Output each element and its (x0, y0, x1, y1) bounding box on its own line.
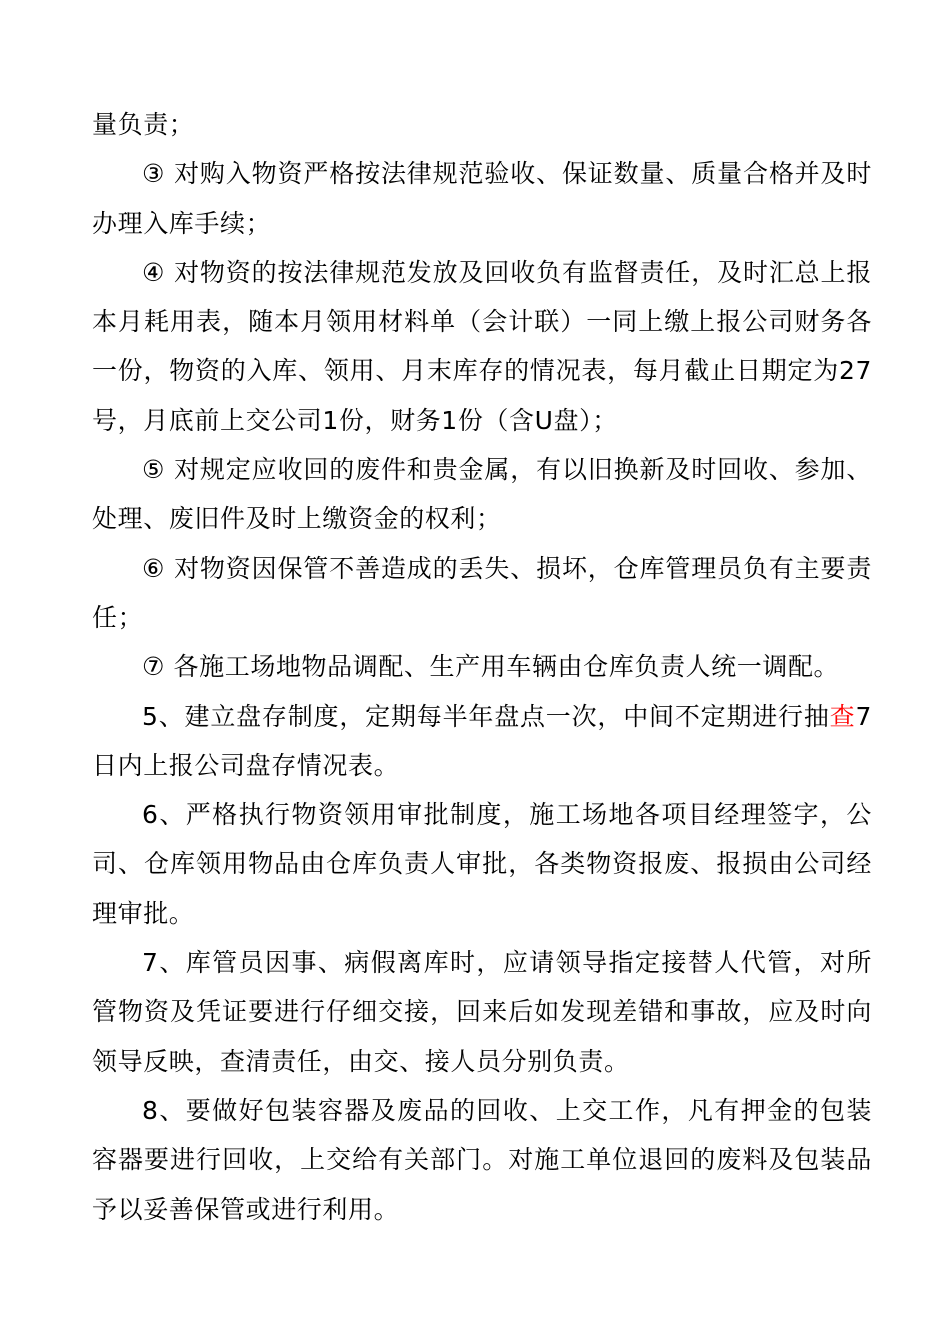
paragraph-item-4: ④ 对物资的按法律规范发放及回收负有监督责任，及时汇总上报本月耗用表，随本月领用材料单（会计联）一同上缴上报公司财务各一份，物资的入库、领用、月末库存的情况表，每月截止日期定为27号，月底前上交公司1份，财务1份（含U盘）； (92, 257, 872, 435)
paragraph-continuation: 量负责； (92, 110, 195, 139)
paragraph-section-6: 6、严格执行物资领用审批制度，施工场地各项目经理签字，公司、仓库领用物品由仓库负责人审批，各类物资报废、报损由公司经理审批。 (92, 800, 872, 928)
paragraph-item-5: ⑤ 对规定应收回的废件和贵金属，有以旧换新及时回收、参加、处理、废旧件及时上缴资金的权利； (92, 455, 872, 534)
paragraph-item-3: ③ 对购入物资严格按法律规范验收、保证数量、质量合格并及时办理入库手续； (92, 159, 872, 238)
paragraph-item-6: ⑥ 对物资因保管不善造成的丢失、损坏，仓库管理员负有主要责任； (92, 553, 872, 632)
paragraph-section-7: 7、库管员因事、病假离库时，应请领导指定接替人代管，对所管物资及凭证要进行仔细交接，回来后如发现差错和事故，应及时向领导反映，查清责任，由交、接人员分别负责。 (92, 948, 872, 1076)
highlighted-char: 查 (829, 701, 856, 731)
paragraph-section-5-text-end: 7日内上报公司盘存情况表。 (92, 701, 872, 780)
paragraph-section-5-text: 5、建立盘存制度，定期每半年盘点一次，中间不定期进行抽 (142, 701, 830, 731)
paragraph-item-7: ⑦ 各施工场地物品调配、生产用车辆由仓库负责人统一调配。 (142, 652, 840, 682)
paragraph-section-5 (92, 692, 872, 791)
paragraph-section-8: 8、要做好包装容器及废品的回收、上交工作，凡有押金的包装容器要进行回收，上交给有关部门。对施工单位退回的废料及包装品予以妥善保管或进行利用。 (92, 1095, 872, 1224)
document-body (92, 100, 872, 1234)
